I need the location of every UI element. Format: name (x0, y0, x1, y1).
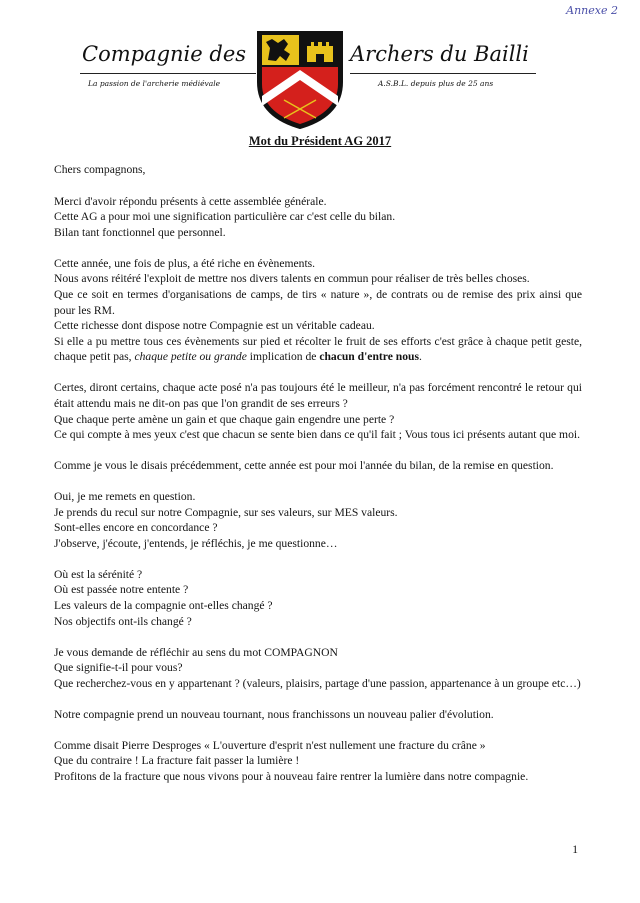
text-segment: . (418, 350, 422, 364)
text-line: Bilan tant fonctionnel que personnel. (54, 225, 226, 239)
emphasis-text: chaque petite ou grande (134, 350, 247, 364)
text-line: Que recherchez-vous en y appartenant ? (valeurs, plaisirs, partage d'une passion, appartenance à un groupe etc…) (54, 676, 581, 690)
brand-name-right: Archers du Bailli (350, 42, 529, 66)
text-line: Que ce soit en termes d'organisations de camps, de tirs « nature », de contrats ou de remise des prix ainsi que pour les RM. (54, 287, 582, 317)
text-line: Sont-elles encore en concordance ? (54, 521, 218, 535)
text-line: Comme disait Pierre Desproges « L'ouverture d'esprit n'est nullement une fracture du crâne » (54, 738, 486, 752)
text-line: Je vous demande de réfléchir au sens du mot COMPAGNON (54, 645, 338, 659)
text-line: Que du contraire ! La fracture fait passer la lumière ! (54, 754, 300, 768)
paragraph-2 (54, 256, 582, 365)
paragraph-9 (54, 738, 582, 785)
text-line: Oui, je me remets en question. (54, 490, 196, 504)
text-segment: implication de (246, 350, 320, 364)
text-line: Nous avons réitéré l'exploit de mettre nos divers talents en commun pour réaliser de très belles choses. (54, 272, 530, 286)
text-line: Ce qui compte à mes yeux c'est que chacun se sente bien dans ce qu'il fait ; Vous tous ici présents autant que moi. (54, 428, 580, 442)
paragraph-5 (54, 489, 582, 551)
text-line: Que signifie-t-il pour vous? (54, 661, 183, 675)
coat-of-arms-icon (254, 30, 346, 130)
text-line: Je prends du recul sur notre Compagnie, sur ses valeurs, sur MES valeurs. (54, 505, 398, 519)
paragraph-6 (54, 567, 582, 629)
letterhead-rule-left (80, 73, 256, 74)
text-segment: Si elle a pu mettre tous ces évènements sur pied et récolter le fruit de ses efforts c'est grâce à chaque petit geste, chaque petit pas, (54, 334, 582, 364)
paragraph-8: Notre compagnie prend un nouveau tournant, nous franchissons un nouveau palier d'évolution. (54, 707, 494, 721)
text-line: Merci d'avoir répondu présents à cette assemblée générale. (54, 194, 327, 208)
brand-name-left: Compagnie des (82, 42, 247, 66)
text-line: Cette AG a pour moi une signification particulière car c'est celle du bilan. (54, 210, 396, 224)
text-line: Où est passée notre entente ? (54, 583, 189, 597)
page-number: 1 (572, 844, 578, 856)
tagline-left: La passion de l'archerie médiévale (88, 79, 221, 88)
text-line: Profitons de la fracture que nous vivons pour à nouveau faire rentrer la lumière dans notre compagnie. (54, 769, 529, 783)
paragraph-1 (54, 194, 582, 241)
bold-text: chacun d'entre nous (319, 350, 419, 364)
text-line: Que chaque perte amène un gain et que chaque gain engendre une perte ? (54, 412, 395, 426)
paragraph-3 (54, 380, 582, 442)
text-line: J'observe, j'écoute, j'entends, je réfléchis, je me questionne… (54, 536, 338, 550)
document-title: Mot du Président AG 2017 (248, 134, 392, 148)
letterhead (0, 30, 640, 130)
text-line: Cette richesse dont dispose notre Compagnie est un véritable cadeau. (54, 319, 375, 333)
text-line: Certes, diront certains, chaque acte posé n'a pas toujours été le meilleur, n'a pas forcément rencontré le retour qui était attendu mais ne dit-on pas que l'on grandit de ses erreurs ? (54, 381, 582, 410)
letterhead-rule-right (350, 73, 536, 74)
tagline-right: A.S.B.L. depuis plus de 25 ans (378, 79, 494, 88)
text-line: Les valeurs de la compagnie ont-elles changé ? (54, 599, 273, 613)
text-line: Où est la sérénité ? (54, 567, 143, 581)
paragraph-7 (54, 645, 582, 692)
salutation: Chers compagnons, (54, 163, 146, 176)
text-line: Cette année, une fois de plus, a été riche en évènements. (54, 256, 316, 270)
text-line: Nos objectifs ont-ils changé ? (54, 614, 192, 628)
paragraph-4: Comme je vous le disais précédemment, cette année est pour moi l'année du bilan, de la remise en question. (54, 459, 554, 473)
handwritten-annotation: Annexe 2 (566, 4, 618, 17)
letter-body (54, 162, 582, 800)
